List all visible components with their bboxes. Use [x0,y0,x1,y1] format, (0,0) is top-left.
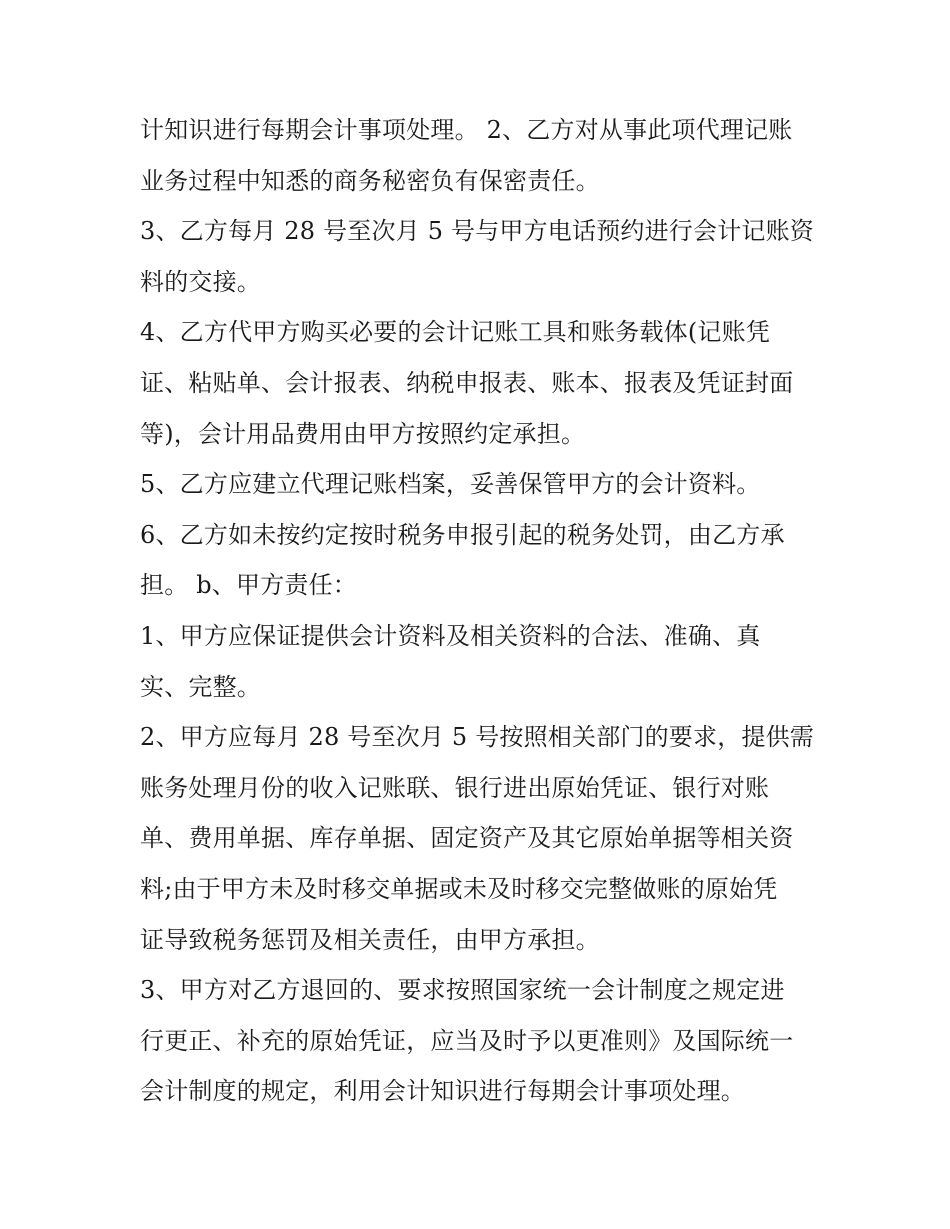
text-line: 证、粘贴单、会计报表、纳税申报表、账本、报表及凭证封面 [140,368,794,397]
text-line: 会计制度的规定，利用会计知识进行每期会计事项处理。 [140,1077,745,1106]
text-line: 证导致税务惩罚及相关责任，由甲方承担。 [140,925,600,954]
document-body [140,105,820,1117]
text-line: 料;由于甲方未及时移交单据或未及时移交完整做账的原始凭 [140,874,778,903]
text-line: 单、费用单据、库存单据、固定资产及其它原始单据等相关资 [140,824,794,853]
text-line: 3、甲方对乙方退回的、要求按照国家统一会计制度之规定进 [140,976,785,1005]
text-line: 5、乙方应建立代理记账档案，妥善保管甲方的会计资料。 [140,470,761,499]
text-line: 实、完整。 [140,672,261,701]
text-line: 料的交接。 [140,267,261,296]
text-line: 账务处理月份的收入记账联、银行进出原始凭证、银行对账 [140,773,770,802]
text-line: 6、乙方如未按约定按时税务申报引起的税务处罚，由乙方承 [140,520,785,549]
text-line: 等)，会计用品费用由甲方按照约定承担。 [140,419,586,448]
text-line: 3、乙方每月 28 号至次月 5 号与甲方电话预约进行会计记账资 [140,217,814,246]
text-line: 业务过程中知悉的商务秘密负有保密责任。 [140,166,600,195]
text-line: 1、甲方应保证提供会计资料及相关资料的合法、准确、真 [140,621,761,650]
text-line: 行更正、补充的原始凭证，应当及时予以更准则》及国际统一 [140,1026,794,1055]
text-line: 2、甲方应每月 28 号至次月 5 号按照相关部门的要求，提供需 [140,723,814,752]
text-line: 担。 b、甲方责任： [140,571,357,600]
text-line: 4、乙方代甲方购买必要的会计记账工具和账务载体(记账凭 [140,318,771,347]
text-line: 计知识进行每期会计事项处理。 2、乙方对从事此项代理记账 [140,116,793,144]
